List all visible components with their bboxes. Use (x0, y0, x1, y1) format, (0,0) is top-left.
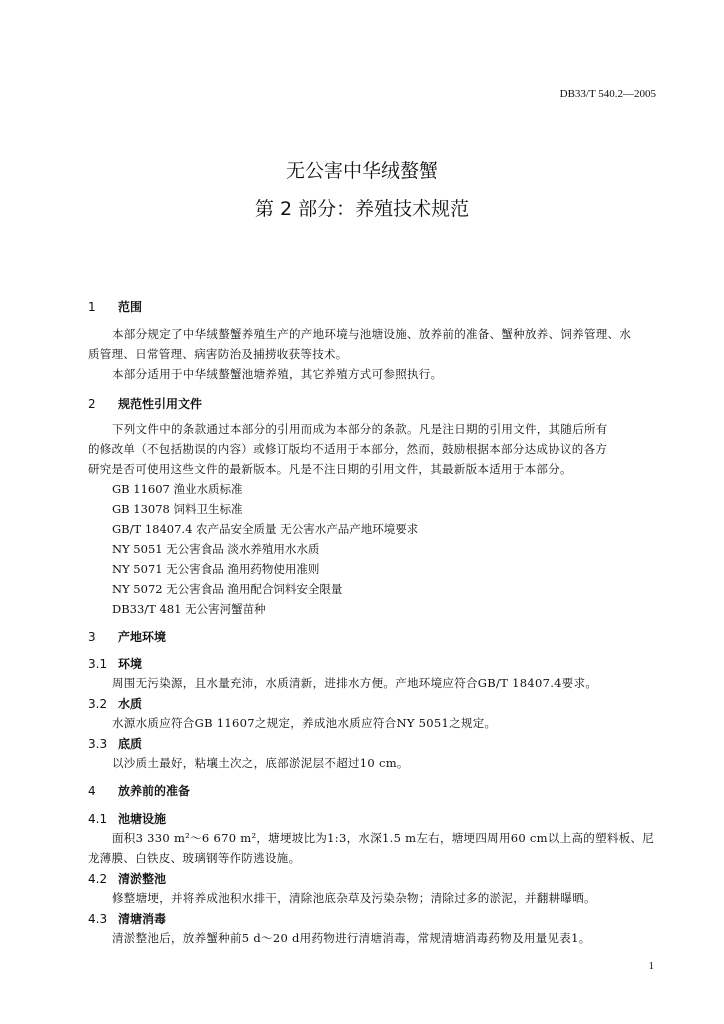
document-title: 无公害中华绒螯蟹 (285, 160, 438, 182)
paragraph-line: 修整塘埂，并将养成池积水排干，清除池底杂草及污染杂物；清除过多的淤泥，并翻耕曝晒。 (112, 891, 596, 905)
subsection-4-3-heading (88, 910, 166, 927)
section-1-heading (88, 298, 142, 315)
section-number: 1 (88, 300, 96, 314)
paragraph-line: 研究是否可使用这些文件的最新版本。凡是不注日期的引用文件，其最新版本适用于本部分。 (88, 462, 572, 476)
reference-item: GB 13078 饲料卫生标准 (112, 502, 243, 516)
section-2-heading (88, 395, 202, 412)
subsection-number: 4.2 (88, 872, 108, 886)
paragraph-line: 龙薄膜、白铁皮、玻璃钢等作防逃设施。 (88, 851, 301, 865)
subsection-3-2-heading (88, 695, 142, 712)
paragraph-line: 质管理、日常管理、病害防治及捕捞收获等技术。 (88, 347, 348, 361)
reference-item: DB33/T 481 无公害河蟹苗种 (112, 602, 266, 616)
paragraph-line: 本部分规定了中华绒螯蟹养殖生产的产地环境与池塘设施、放养前的准备、蟹种放养、饲养管理、水 (112, 327, 632, 341)
subsection-title: 清淤整池 (118, 872, 167, 886)
paragraph-line: 周围无污染源，且水量充沛，水质清新，进排水方便。产地环境应符合GB/T 18407.4要求。 (112, 676, 598, 690)
subsection-4-2-heading (88, 870, 166, 887)
subsection-number: 4.3 (88, 912, 108, 926)
subsection-number: 3.1 (88, 657, 108, 671)
paragraph-line: 以沙质土最好，粘壤土次之，底部淤泥层不超过10 cm。 (112, 756, 409, 770)
reference-item: GB 11607 渔业水质标准 (112, 482, 243, 496)
section-title: 产地环境 (118, 630, 167, 644)
page-number: 1 (648, 960, 654, 972)
subsection-number: 3.3 (88, 737, 108, 751)
subsection-title: 水质 (118, 697, 143, 711)
reference-item: NY 5072 无公害食品 渔用配合饲料安全限量 (112, 582, 343, 596)
subsection-title: 清塘消毒 (118, 912, 167, 926)
subsection-number: 3.2 (88, 697, 108, 711)
subsection-4-1-heading (88, 810, 166, 827)
subsection-3-3-heading (88, 735, 142, 752)
reference-item: NY 5071 无公害食品 渔用药物使用准则 (112, 562, 320, 576)
subsection-3-1-heading (88, 655, 142, 672)
document-subtitle: 第 2 部分：养殖技术规范 (254, 198, 470, 220)
paragraph-line: 面积3 330 m²～6 670 m²，塘埂坡比为1:3，水深1.5 m左右，塘埂四周用60 cm以上高的塑料板、尼 (112, 831, 655, 845)
section-number: 2 (88, 397, 96, 411)
standard-number: DB33/T 540.2—2005 (559, 88, 656, 100)
section-title: 范围 (118, 300, 143, 314)
section-number: 3 (88, 630, 96, 644)
section-title: 规范性引用文件 (118, 397, 203, 411)
section-3-heading (88, 628, 166, 645)
paragraph-line: 本部分适用于中华绒螯蟹池塘养殖，其它养殖方式可参照执行。 (112, 367, 443, 381)
subsection-number: 4.1 (88, 812, 108, 826)
subsection-title: 环境 (118, 657, 143, 671)
subsection-title: 池塘设施 (118, 812, 167, 826)
section-title: 放养前的准备 (118, 784, 191, 798)
paragraph-line: 下列文件中的条款通过本部分的引用而成为本部分的条款。凡是注日期的引用文件，其随后所有 (112, 422, 608, 436)
paragraph-line: 水源水质应符合GB 11607之规定，养成池水质应符合NY 5051之规定。 (112, 716, 497, 730)
section-4-heading (88, 782, 190, 799)
reference-item: GB/T 18407.4 农产品安全质量 无公害水产品产地环境要求 (112, 522, 419, 536)
section-number: 4 (88, 784, 96, 798)
paragraph-line: 清淤整池后，放养蟹种前5 d～20 d用药物进行清塘消毒，常规清塘消毒药物及用量见表1。 (112, 931, 591, 945)
subsection-title: 底质 (118, 737, 143, 751)
reference-item: NY 5051 无公害食品 淡水养殖用水水质 (112, 542, 320, 556)
paragraph-line: 的修改单（不包括勘误的内容）或修订版均不适用于本部分，然而，鼓励根据本部分达成协议的各方 (88, 442, 608, 456)
